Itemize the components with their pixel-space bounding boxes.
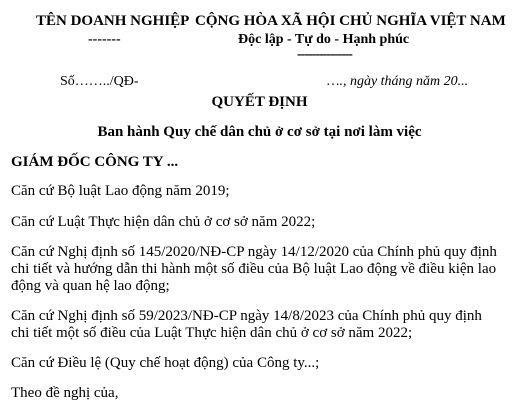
- legal-basis-paragraph: Căn cứ Bộ luật Lao động năm 2019;: [11, 183, 230, 199]
- organization-divider: -------: [88, 32, 121, 47]
- legal-basis-paragraph: Căn cứ Luật Thực hiện dân chủ ở cơ sở năm 2022;: [11, 214, 316, 230]
- document-number: Số……../QĐ-: [60, 74, 139, 89]
- motto-divider: ---------------: [297, 47, 352, 62]
- decision-subject: Ban hành Quy chế dân chủ ở cơ sở tại nơi làm việc: [97, 124, 422, 140]
- legal-basis-paragraph: Căn cứ Nghị định số 145/2020/NĐ-CP ngày 14/12/2020 của Chính phủ quy định chi tiết và hướng dẫn thi hành một số điều của Bộ luật Lao động về điều kiện lao động và quan hệ lao động;: [11, 244, 497, 294]
- legal-basis-paragraph: Căn cứ Nghị định số 59/2023/NĐ-CP ngày 14/8/2023 của Chính phủ quy định chi tiết một số điều của Luật Thực hiện dân chủ ở cơ sở năm 2022;: [11, 308, 482, 341]
- organization-name: TÊN DOANH NGHIỆP: [36, 13, 190, 29]
- national-motto: Độc lập - Tự do - Hạnh phúc: [238, 32, 410, 47]
- decision-title: QUYẾT ĐỊNH: [211, 94, 308, 110]
- signer-title: GIÁM ĐỐC CÔNG TY ...: [11, 154, 179, 170]
- nation-title: CỘNG HÒA XÃ HỘI CHỦ NGHĨA VIỆT NAM: [195, 13, 506, 29]
- proposal-paragraph: Theo đề nghị của,: [11, 385, 119, 401]
- place-date: …., ngày tháng năm 20...: [327, 74, 469, 89]
- legal-basis-paragraph: Căn cứ Điều lệ (Quy chế hoạt động) của Công ty...;: [11, 355, 320, 371]
